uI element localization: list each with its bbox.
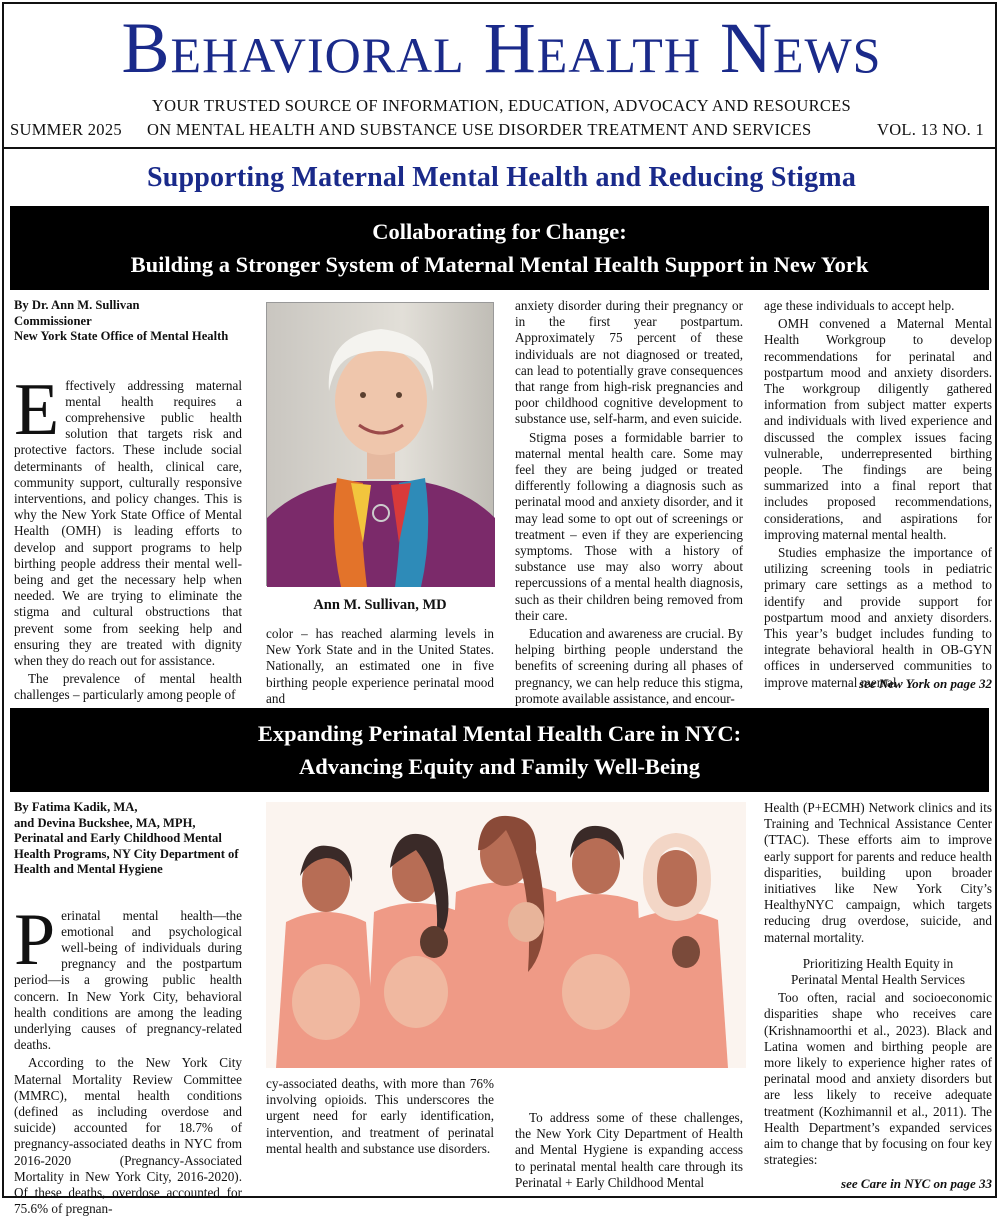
article1-title-line2: Building a Stronger System of Maternal Mental Health Support in New York <box>130 252 869 277</box>
drop-cap: E <box>14 368 60 451</box>
article2-paragraph: Health (P+ECMH) Network clinics and its Training and Technical Assistance Center (TTAC). These efforts aim to improve early support for parents and reduce health disparities, building upon broader initiatives like New York City’s HealthyNYC campaign, which targets reducing drug overdose, suicide, and maternal mortality. <box>764 800 992 945</box>
article1-paragraph: OMH convened a Maternal Mental Health Workgroup to develop recommendations for perinatal and postpartum mood and anxiety disorders. The workgroup diligently gathered information from subject matter experts and individuals with lived experience and discussed the complex issues facing vulnerable, underrepresented birthing people. The findings are being summarized into a final report that includes proposed recommendations, considerations, and aspirations for improving maternal mental health. <box>764 316 992 542</box>
newspaper-page <box>2 2 997 1217</box>
volume-number: VOL. 13 NO. 1 <box>877 120 985 139</box>
masthead-divider <box>4 147 995 149</box>
article1-paragraph: anxiety disorder during their pregnancy or in the first year postpartum. Approximately 75 percent of these individuals are not diagnosed or treated, can lead to potentially grave consequences that range from high-risk pregnancies and poor childhood cognitive development to substance use, self-harm, and even suicide. <box>515 298 743 427</box>
article1-column-3 <box>515 298 743 706</box>
masthead-title: Behavioral Health News <box>121 8 882 88</box>
author-name: By Fatima Kadik, MA, <box>14 800 138 814</box>
issue-date: SUMMER 2025 <box>10 120 122 139</box>
article2-paragraph: To address some of these challenges, the New York City Department of Health and Mental Hygiene is expanding access to perinatal mental health care through its Perinatal + Early Childhood Mental <box>515 1110 743 1190</box>
author-role: Commissioner <box>14 313 92 328</box>
article2-paragraph: Too often, racial and socioeconomic disparities shape who receives care (Krishnamoorthi et al., 2023). Black and Latina women and birthing people are more likely to experience higher rates of perinatal mood and anxiety disorders but are less likely to receive adequate treatment (Kozhimannil et al., 2011). The Health Department’s expanded services aim to change that by focusing on four key strategies: <box>764 990 992 1168</box>
author-org: Perinatal and Early Childhood Mental Health Programs, NY City Department of Health and Mental Hygiene <box>14 831 239 876</box>
author-name: and Devina Buckshee, MA, MPH, <box>14 815 196 830</box>
section-title: Supporting Maternal Mental Health and Reducing Stigma <box>146 162 857 193</box>
drop-cap: P <box>14 898 56 981</box>
article2-subheading: Prioritizing Health Equity in Perinatal Mental Health Services <box>791 955 965 988</box>
article1-paragraph: Education and awareness are crucial. By helping birthing people understand the benefits of screening during all phases of pregnancy, we can help reduce this stigma, promote available assistance, and encour- <box>515 626 743 706</box>
article2-column-1 <box>14 800 242 1217</box>
author-name: By Dr. Ann M. Sullivan <box>14 298 140 312</box>
article1-byline <box>14 298 242 345</box>
article1-column-2 <box>266 626 494 706</box>
masthead-tagline2: ON MENTAL HEALTH AND SUBSTANCE USE DISORDER TREATMENT AND SERVICES <box>147 120 812 139</box>
article1-paragraph: age these individuals to accept help. <box>764 298 955 313</box>
article1-headline-banner[interactable] <box>10 206 989 290</box>
article2-paragraph: According to the New York City Maternal Mortality Review Committee (MMRC), mental health conditions (defined as including overdose and suicide) accounted for 18.7% of pregnancy-associated deaths in NYC from 2016-2020 (Pregnancy-Associated Mortality in New York City, 2016-2020). Of these deaths, overdose accounted for 75.6% of pregnan- <box>14 1055 242 1217</box>
article1-paragraph: Stigma poses a formidable barrier to maternal mental health care. Some may feel they are being judged or treated differently following a diagnosis such as perinatal mood and anxiety disorder, and it may lead some to opt out of screenings or treatment – even if they are experiencing symptoms. Those with a history of substance use may also worry about repercussions of a mental health diagnosis, such as their children being removed from their care. <box>515 429 743 623</box>
article2-title-line2: Advancing Equity and Family Well-Being <box>299 754 700 779</box>
article2-title-line1: Expanding Perinatal Mental Health Care in NYC: <box>257 721 742 746</box>
article1-paragraph: Studies emphasize the importance of utilizing screening tools in pediatric primary care settings as a method to identify and provide support for postpartum mood and anxiety disorders. This year’s budget includes funding to integrate behavioral health in OB-GYN offices in underserved communities to improve maternal mental <box>764 545 992 690</box>
article2-paragraph: cy-associated deaths, with more than 76% involving opioids. This underscores the urgent need for early identification, intervention, and treatment of perinatal mental health and substance use disorders. <box>266 1076 494 1156</box>
article2-headline-banner[interactable] <box>10 708 989 792</box>
pregnant-women-illustration <box>266 802 746 1068</box>
photo-caption: Ann M. Sullivan, MD <box>313 597 447 613</box>
article1-paragraph: color – has reached alarming levels in New York State and in the United States. Nationally, an estimated one in five birthing people experience perinatal mood and <box>266 626 494 706</box>
mothers-illustration <box>266 802 746 1068</box>
article1-continued-link[interactable]: see New York on page 32 <box>858 676 992 691</box>
article1-paragraph: The prevalence of mental health challenges – particularly among people of <box>14 671 242 703</box>
author-portrait-photo <box>266 302 494 586</box>
article2-column-2 <box>266 1076 494 1196</box>
article1-column-1 <box>14 298 242 703</box>
portrait-illustration <box>267 303 495 587</box>
article2-column-4 <box>764 800 992 1178</box>
article1-lead-paragraph: Effectively addressing maternal mental health requires a comprehensive public health solution that targets risk and protective factors. These include social determinants of health, clinical care, community support, culturally responsive interventions, and policy changes. This is why the New York State Office of Mental Health (OMH) is leading efforts to develop and support programs to help birthing people address their mental well-being and get the necessary help when needed. We are trying to eliminate the stigma and cultural obstructions that prevent some from seeking help and ensuring they are treated with dignity when they do reach out for assistance. <box>14 368 242 668</box>
masthead-tagline: YOUR TRUSTED SOURCE OF INFORMATION, EDUCATION, ADVOCACY AND RESOURCES <box>151 96 852 115</box>
article2-column-3 <box>515 1110 743 1196</box>
article2-lead-paragraph: Perinatal mental health—the emotional and psychological well-being of individuals during pregnancy and the postpartum period—is a growing public health concern. In New York City, behavioral health conditions are among the leading underlying causes of pregnancy-related deaths. <box>14 898 242 1053</box>
article2-continued-link[interactable]: see Care in NYC on page 33 <box>841 1176 992 1191</box>
author-org: New York State Office of Mental Health <box>14 329 229 343</box>
article1-title-line1: Collaborating for Change: <box>372 219 627 244</box>
article2-byline <box>14 800 242 878</box>
